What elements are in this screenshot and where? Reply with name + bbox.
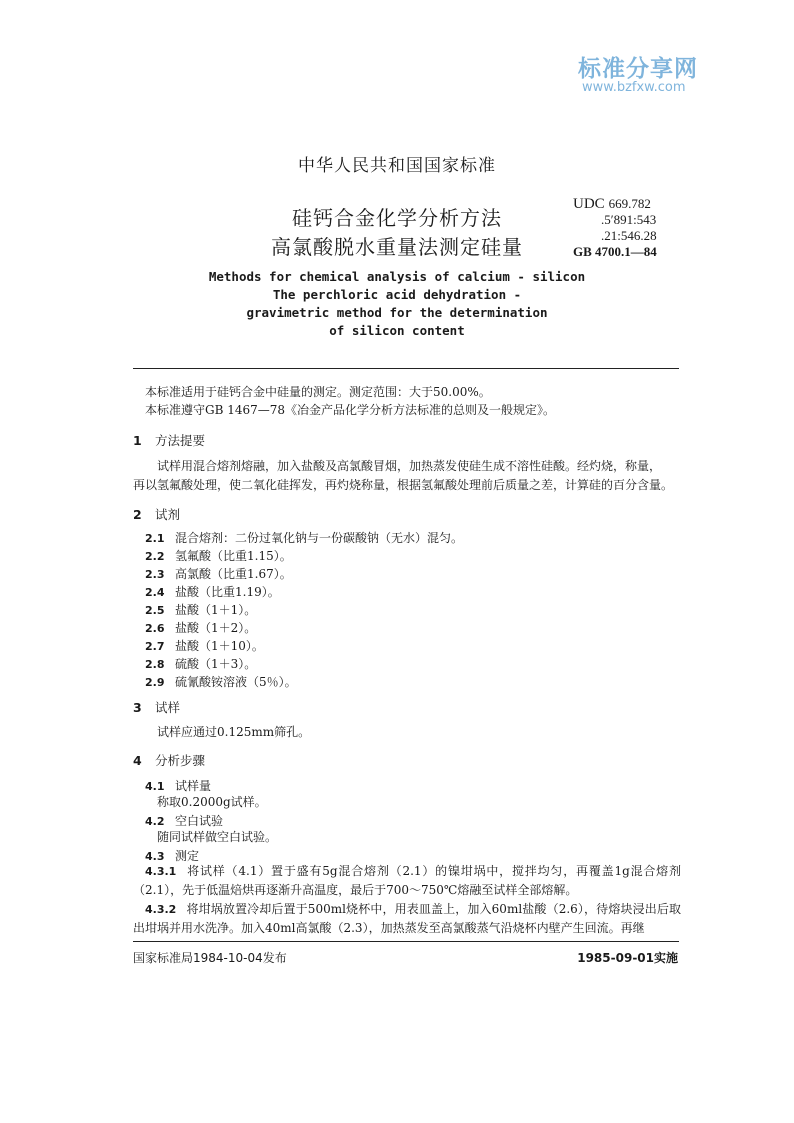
item-number: 2.7 (145, 640, 165, 653)
section-number: 3 (133, 700, 142, 715)
watermark-logo: 标准分享网 (578, 56, 698, 82)
subsection-number: 4.3 (145, 850, 165, 863)
paragraph-number: 4.3.1 (145, 865, 177, 878)
reagent-item (145, 673, 297, 690)
section-number: 1 (133, 433, 142, 448)
section-title: 分析步骤 (155, 753, 206, 768)
section-1-text-line: 再以氢氟酸处理，使二氧化硅挥发，再灼烧称量，根据氢氟酸处理前后质量之差，计算硅的百分含量。 (133, 478, 674, 492)
paragraph-4-3-2 (133, 900, 681, 938)
item-number: 2.4 (145, 586, 165, 599)
effective-date: 1985-09-01实施 (577, 951, 678, 965)
title-en-line: of silicon content (329, 323, 465, 338)
subsection-number: 4.2 (145, 815, 165, 828)
item-text: 硫氰酸铵溶液（5％）。 (175, 675, 297, 689)
section-3-heading (133, 698, 180, 716)
section-1-heading (133, 431, 205, 449)
intro-scope: 本标准适用于硅钙合金中硅量的测定。测定范围：大于50.00%。 (145, 385, 491, 399)
paragraph-4-3-1 (133, 862, 681, 900)
udc-classification (573, 196, 657, 260)
issue-date: 国家标准局1984-10-04发布 (133, 951, 287, 965)
reagent-item (145, 601, 256, 618)
paragraph-text: 将坩埚放置冷却后置于500ml烧杯中，用表皿盖上，加入60ml盐酸（2.6），待熔块浸出后取出坩埚并用水洗净。加入40ml高氯酸（2.3），加热蒸发至高氯酸蒸气沿烧杯内壁产生回流。再继 (133, 902, 681, 935)
item-text: 盐酸（1＋2）。 (175, 621, 257, 635)
title-en-line: Methods for chemical analysis of calcium - silicon (208, 269, 586, 284)
item-text: 硫酸（1＋3）。 (175, 657, 257, 671)
reagent-item (145, 565, 292, 582)
udc-code-3: .21:546.28 (601, 228, 657, 243)
reagent-item (145, 655, 256, 672)
subsection-4-1-heading (145, 777, 211, 794)
subsection-title: 试样量 (175, 779, 212, 793)
item-number: 2.8 (145, 658, 165, 671)
reagent-item (145, 529, 463, 546)
header-divider (133, 368, 679, 369)
item-text: 混合熔剂：二份过氧化钠与一份碳酸钠（无水）混匀。 (175, 531, 464, 545)
section-2-heading (133, 505, 180, 523)
item-number: 2.1 (145, 532, 165, 545)
title-en-line: The perchloric acid dehydration - (272, 287, 522, 302)
subsection-title: 空白试验 (175, 814, 224, 828)
item-number: 2.6 (145, 622, 165, 635)
item-text: 盐酸（1＋10）。 (175, 639, 264, 653)
item-text: 盐酸（比重1.19）。 (175, 585, 280, 599)
udc-code-1: 669.782 (608, 196, 651, 211)
paragraph-number: 4.3.2 (145, 903, 177, 916)
title-cn-line-2: 高氯酸脱水重量法测定硅量 (271, 235, 523, 259)
subsection-number: 4.1 (145, 780, 165, 793)
footer-divider (133, 941, 679, 942)
subsection-4-2-text: 随同试样做空白试验。 (157, 830, 278, 844)
section-1-text-line: 试样用混合熔剂熔融，加入盐酸及高氯酸冒烟，加热蒸发使硅生成不溶性硅酸。经灼烧，称量， (157, 459, 662, 473)
item-text: 高氯酸（比重1.67）。 (175, 567, 292, 581)
section-4-heading (133, 751, 205, 769)
section-title: 方法提要 (155, 433, 206, 448)
section-number: 4 (133, 753, 142, 768)
item-number: 2.2 (145, 550, 165, 563)
title-en (0, 268, 794, 340)
section-title: 试样 (155, 700, 181, 715)
subsection-4-2-heading (145, 812, 223, 829)
section-3-text: 试样应通过0.125mm筛孔。 (157, 725, 311, 739)
reagent-item (145, 637, 264, 654)
subsection-4-1-text: 称取0.2000g试样。 (157, 795, 267, 809)
item-number: 2.9 (145, 676, 165, 689)
section-title: 试剂 (155, 507, 181, 522)
item-number: 2.5 (145, 604, 165, 617)
paragraph-text: 将试样（4.1）置于盛有5g混合熔剂（2.1）的镍坩埚中，搅拌均匀，再覆盖1g混合熔剂（2.1），先于低温焙烘再逐渐升高温度，最后于700～750℃熔融至试样全部熔解。 (133, 864, 681, 897)
item-text: 氢氟酸（比重1.15）。 (175, 549, 292, 563)
gb-number: GB 4700.1—84 (573, 244, 657, 259)
national-standard-heading: 中华人民共和国国家标准 (298, 156, 496, 176)
item-number: 2.3 (145, 568, 165, 581)
watermark-url: www.bzfxw.com (582, 80, 686, 95)
section-number: 2 (133, 507, 142, 522)
subsection-title: 测定 (175, 849, 200, 863)
reagent-item (145, 619, 256, 636)
item-text: 盐酸（1＋1）。 (175, 603, 257, 617)
udc-code-2: .5′891:543 (601, 212, 657, 227)
intro-compliance: 本标准遵守GB 1467—78《冶金产品化学分析方法标准的总则及一般规定》。 (145, 403, 556, 417)
reagent-item (145, 547, 292, 564)
udc-label: UDC (573, 196, 605, 212)
reagent-item (145, 583, 280, 600)
title-cn-line-1: 硅钙合金化学分析方法 (292, 206, 502, 230)
title-en-line: gravimetric method for the determination (246, 305, 548, 320)
